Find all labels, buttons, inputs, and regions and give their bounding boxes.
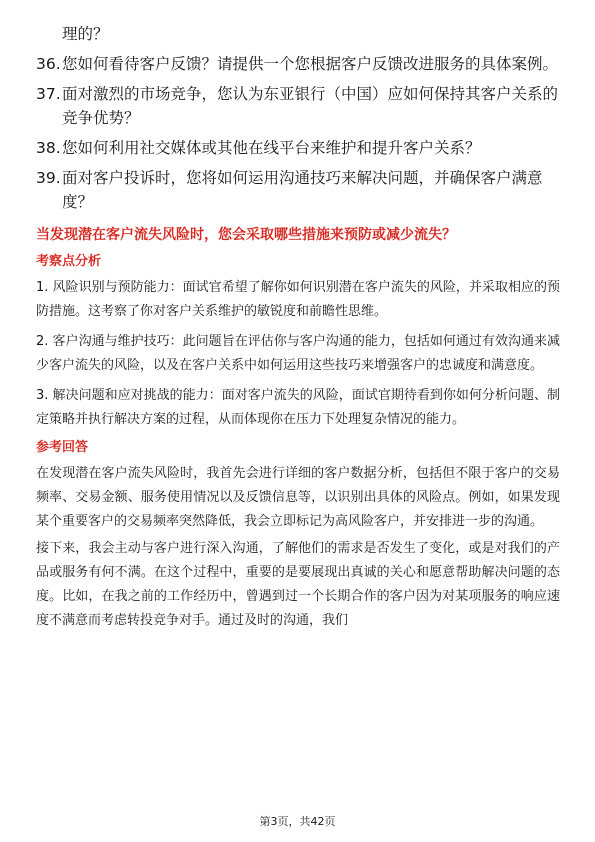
analysis-heading: 考察点分析: [36, 254, 102, 269]
main-question-heading: 当发现潜在客户流失风险时，您会采取哪些措施来预防或减少流失？: [36, 227, 456, 243]
page-content: [36, 22, 560, 636]
page-footer: 第3页，共42页: [259, 815, 336, 828]
answer-heading: 参考回答: [36, 440, 89, 455]
question-number: 37.: [36, 85, 61, 103]
question-text: 您如何看待客户反馈？请提供一个您根据客户反馈改进服务的具体案例。: [62, 55, 559, 73]
question-item: [36, 166, 560, 214]
answer-paragraph: 在发现潜在客户流失风险时，我首先会进行详细的客户数据分析，包括但不限于客户的交易频率、交易金额、服务使用情况以及反馈信息等，以识别出具体的风险点。例如，如果发现某个重要客户的交易频率突然降低，我会立即标记为高风险客户，并安排进一步的沟通。: [36, 466, 560, 529]
question-number: 39.: [36, 169, 61, 187]
question-item: [36, 52, 560, 76]
question-item: [36, 136, 560, 160]
question-number: 38.: [36, 139, 61, 157]
analysis-item: 1. 风险识别与预防能力：面试官希望了解你如何识别潜在客户流失的风险，并采取相应的预防措施。这考察了你对客户关系维护的敏锐度和前瞻性思维。: [36, 280, 560, 319]
analysis-item: 2. 客户沟通与维护技巧：此问题旨在评估你与客户沟通的能力，包括如何通过有效沟通来减少客户流失的风险，以及在客户关系中如何运用这些技巧来增强客户的忠诚度和满意度。: [36, 334, 560, 373]
question-text: 面对激烈的市场竞争，您认为东亚银行（中国）应如何保持其客户关系的竞争优势？: [62, 85, 559, 127]
answer-paragraph: 接下来，我会主动与客户进行深入沟通，了解他们的需求是否发生了变化，或是对我们的产品或服务有何不满。在这个过程中，重要的是要展现出真诚的关心和愿意帮助解决问题的态度。比如，在我之前的工作经历中，曾遇到过一个长期合作的客户因为对某项服务的响应速度不满意而考虑转投竞争对手。通过及时的沟通，我们: [36, 541, 560, 628]
question-continuation: 理的？: [62, 25, 109, 43]
question-number: 36.: [36, 55, 61, 73]
analysis-item: 3. 解决问题和应对挑战的能力：面对客户流失的风险，面试官期待看到你如何分析问题、制定策略并执行解决方案的过程，从而体现你在压力下处理复杂情况的能力。: [36, 388, 560, 427]
question-text: 您如何利用社交媒体或其他在线平台来维护和提升客户关系？: [62, 139, 481, 157]
question-item: [36, 82, 560, 130]
question-text: 面对客户投诉时，您将如何运用沟通技巧来解决问题，并确保客户满意度？: [62, 169, 543, 211]
